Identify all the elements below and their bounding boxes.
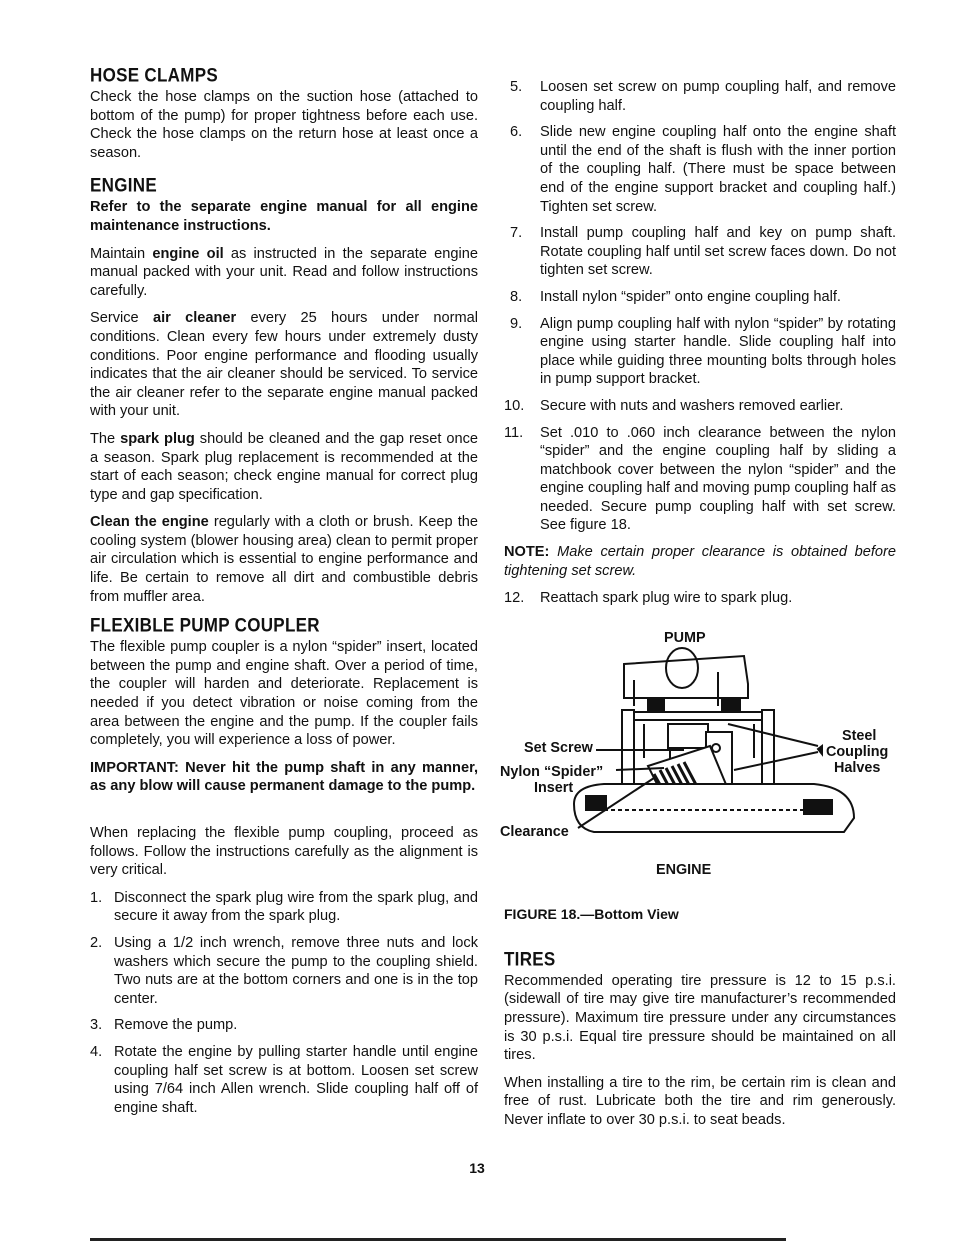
coupler-text: The flexible pump coupler is a nylon “spider” insert, located between the pump and engine shaft. Over a period of time, the coupler will harden and deteriorate. Replacement is needed if you detect vibration or noise coming from the area between the engine and the pump. If the coupler fails completely, you will experience a loss of power.	[90, 639, 478, 749]
list-item: 2. Using a 1/2 inch wrench, remove three nuts and lock washers which secure the pump to the coupling shield. Two nuts are at the bottom corners and one is in the top center.	[90, 934, 478, 1007]
tires-paragraph-1: Recommended operating tire pressure is 12 to 15 p.s.i. (sidewall of tire may give tire manufacturer’s recommended pressure). Maximum tire pressure under any circumstances is 30 p.s.i. Equal tire pressure should be maintained on all tires.	[504, 972, 896, 1064]
clean-engine-paragraph: Clean the engine regularly with a cloth or brush. Keep the cooling system (blower housing area) clean to permit proper air circulation which is essential to engine performance and life. Be certain to remove all dirt and combustible debris from muffler area.	[90, 514, 478, 605]
insert-label: Insert	[534, 779, 574, 796]
air-cleaner-paragraph: Service air cleaner every 25 hours under normal conditions. Clean every few hours under extremely dusty conditions. Poor engine performance and flooding usually indicates that the air cleaner should be serviced. To service the air cleaner refer to the separate engine manual packed with your unit.	[90, 310, 478, 420]
engine-oil-paragraph: Maintain engine oil as instructed in the separate engine manual packed with your unit. Read and follow instructions carefully.	[90, 245, 479, 299]
list-item: 11. Set .010 to .060 inch clearance between the nylon “spider” and the engine coupling half by sliding a matchbook cover between the nylon “spider” and the engine coupling half and moving pump coupling half as needed. Secure pump coupling half with set screw. See figure 18.	[504, 424, 896, 534]
hose-clamps-text: Check the hose clamps on the suction hose (attached to bottom of the pump) for proper tightness before each use. Check the hose clamps on the return hose at least once a season.	[90, 89, 478, 161]
page-number: 13	[469, 1160, 485, 1176]
clearance-label: Clearance	[500, 823, 569, 840]
nylon-spider-label: Nylon “Spider”	[500, 763, 604, 780]
important-warning: IMPORTANT: Never hit the pump shaft in any manner, as any blow will cause permanent damage to the pump.	[90, 759, 478, 795]
list-item: 9. Align pump coupling half with nylon “spider” by rotating engine using starter handle. Slide coupling half into place while guiding three mounting bolts through holes in pump support bracket.	[510, 315, 896, 388]
list-item: 7. Install pump coupling half and key on pump shaft. Rotate coupling half until set screw faces down. Do not tighten set screw.	[510, 225, 896, 279]
engine-label: ENGINE	[656, 861, 712, 878]
set-screw-label: Set Screw	[524, 739, 593, 756]
right-column	[500, 78, 896, 1139]
halves-label: Halves	[834, 759, 881, 776]
list-item: 8. Install nylon “spider” onto engine coupling half.	[510, 288, 841, 305]
pump-label: PUMP	[664, 629, 706, 646]
coupling-label: Coupling	[826, 743, 889, 760]
note-paragraph: NOTE: Make certain proper clearance is obtained before tightening set screw.	[504, 544, 896, 579]
tires-paragraph-2: When installing a tire to the rim, be certain rim is clean and free of rust. Lubricate both the tire and rim generously. Never inflate to over 30 p.s.i. to seat beads.	[504, 1074, 896, 1128]
list-item: 12. Reattach spark plug wire to spark plug.	[504, 590, 793, 607]
steel-label: Steel	[842, 727, 877, 744]
list-item: 6. Slide new engine coupling half onto the engine shaft until the end of the shaft is flush with the inner portion of the coupling half. (There must be space between end of the engine support bracket and coupling half.) Tighten set screw.	[510, 124, 896, 215]
list-item: 5. Loosen set screw on pump coupling half, and remove coupling half.	[510, 79, 896, 114]
coupler-intro: When replacing the flexible pump coupling, proceed as follows. Follow the instructions carefully as the alignment is very critical.	[90, 825, 478, 879]
hose-clamps-heading: HOSE CLAMPS	[90, 64, 218, 87]
list-item: 10. Secure with nuts and washers removed earlier.	[504, 397, 844, 414]
list-item: 1. Disconnect the spark plug wire from the spark plug, and secure it away from the spark plug.	[90, 889, 478, 925]
list-item: 3. Remove the pump.	[90, 1017, 238, 1034]
left-column	[90, 66, 478, 1125]
right-steps-list	[504, 78, 896, 535]
coupling-figure	[500, 628, 896, 898]
engine-heading: ENGINE	[90, 175, 157, 197]
list-item: 4. Rotate the engine by pulling starter handle until engine coupling half set screw is at bottom. Loosen set screw using 7/64 inch Allen wrench. Slide coupling half off of engine shaft.	[90, 1043, 478, 1116]
coupler-heading: FLEXIBLE PUMP COUPLER	[90, 615, 320, 637]
figure-caption: FIGURE 18.—Bottom View	[504, 905, 679, 922]
footer-rule	[90, 1238, 786, 1241]
engine-warning: Refer to the separate engine manual for all engine maintenance instructions.	[90, 199, 478, 234]
tires-heading: TIRES	[504, 948, 556, 970]
left-steps-list	[90, 889, 478, 1118]
spark-plug-paragraph: The spark plug should be cleaned and the gap reset once a season. Spark plug replacement is recommended at the start of each season; check engine manual for correct plug type and gap specification.	[90, 430, 479, 503]
